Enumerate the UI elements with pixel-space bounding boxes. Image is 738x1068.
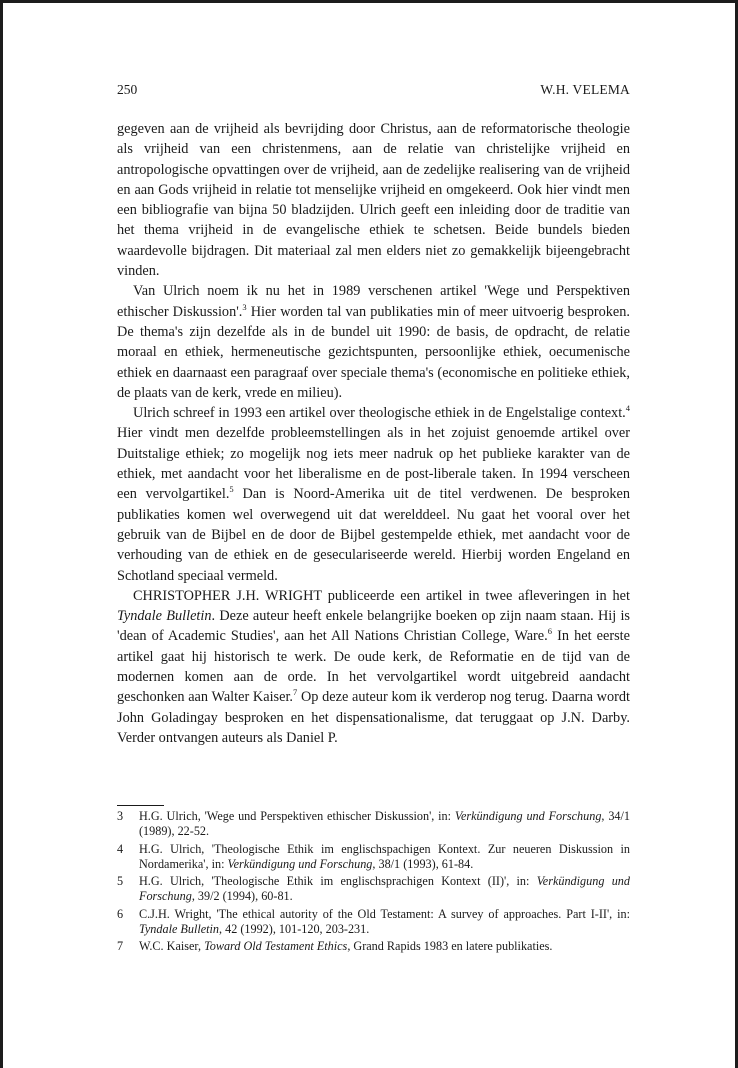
footnote-text: H.G. Ulrich, 'Theologische Ethik im englischsprachigen Kontext (II)', in: Verkündigung und Forschung, 39/2 (1994), 60-81. [139,874,630,904]
footnote-ref-4[interactable]: 4 [625,403,630,414]
paragraph-2: Van Ulrich noem ik nu het in 1989 verschenen artikel 'Wege und Perspektiven ethischer Diskussion'.$^3$ Hier worden tal van publikaties min of meer uitvoerig besproken. De thema's zijn dezelfde als in de bundel uit 1990: de basis, de opdracht, de relatie moraal en ethiek, hermeneutische gezichtspunten, persoonlijke ethiek, oecumenische ethiek en daarnaast een paragraaf over speciale thema's (economische en politieke ethiek, de plaats van de kerk, vrede en milieu). [117,283,630,401]
paragraph-1: gegeven aan de vrijheid als bevrijding door Christus, aan de reformatorische theologie als vrijheid van een christenmens, aan de relatie van christelijke vrijheid en antropologische opvattingen over de vrijheid, aan de zedelijke realisering van de vrijheid en aan Gods vrijheid in relatie tot menselijke vrijheid en omgekeerd. Ook hier vindt men een bibliografie van bijna 50 bladzijden. Ulrich geeft een inleiding door de traditie van het thema vrijheid in de evangelische ethiek te schetsen. Beide bundels bieden waardevolle bijdragen. Dit materiaal zal men elders niet zo gemakkelijk bijeengebracht vinden. [117,121,630,280]
paragraph-3: Ulrich schreef in 1993 een artikel over theologische ethiek in de Engelstalige context.$^4$ Hier vindt men dezelfde probleemstellingen als in het zojuist genoemde artikel over Duitstalige ethiek; zo mogelijk nog iets meer nadruk op het publieke karakter van de ethiek, met aandacht voor het liberalisme en de post-liberale taken. In 1994 verscheen een vervolgartikel.$^5$ Dan is Noord-Amerika uit de titel verdwenen. De besproken publikaties komen wel overwegend uit dat werelddeel. Nu gaat het vooral over het gebruik van de Bijbel en de door de Bijbel gestempelde ethiek, met aandacht voor de verhouding van de ethiek en de geseculariseerde wereld. Hierbij worden Engeland en Schotland speciaal vermeld. [117,403,630,584]
footnote [117,874,630,904]
footnote-number: 3 [117,809,124,823]
footnote-ref-3[interactable]: 3 [242,301,247,312]
footnote [117,809,630,839]
footnote-text: H.G. Ulrich, 'Theologische Ethik im englischspachigen Kontext. Zur neueren Diskussion in Nordamerika', in: Verkündigung und Forschung, 38/1 (1993), 61-84. [139,841,630,871]
footnote-number: 6 [117,906,124,921]
footnotes [117,809,630,957]
footnote [117,907,630,937]
journal-title: Tyndale Bulletin [117,608,212,625]
footnote-text: C.J.H. Wright, 'The ethical autority of the Old Testament: A survey of approaches. Part I-II', in: Tyndale Bulletin, 42 (1992), 101-120, 203-231. [139,906,630,936]
running-head-author: W.H. VELEMA [540,82,630,97]
footnote-text: H.G. Ulrich, 'Wege und Perspektiven ethischer Diskussion', in: Verkündigung und Forschung, 34/1 (1989), 22-52. [139,809,630,839]
page-number: 250 [117,82,138,97]
footnote-rule [117,805,164,806]
footnote-number: 5 [117,874,124,889]
footnote [117,842,630,872]
footnote-ref-5[interactable]: 5 [229,484,234,495]
footnote-text: W.C. Kaiser, Toward Old Testament Ethics, Grand Rapids 1983 en latere publikaties. [139,939,553,954]
footnote-number: 4 [117,841,124,856]
footnote-ref-7[interactable]: 7 [293,687,298,698]
paragraph-4: CHRISTOPHER J.H. WRIGHT publiceerde een artikel in twee afleveringen in het Tyndale Bulletin. Deze auteur heeft enkele belangrijke boeken op zijn naam staan. Hij is 'dean of Academic Studies', aan het All Nations Christian College, Ware.$^6$ In het eerste artikel gaat hij historisch te werk. De oude kerk, de Reformatie en de tijd van de modernen komen aan de orde. In het vervolgartikel wordt uitgebreid aandacht geschonken aan Walter Kaiser.$^7$ Op deze auteur kom ik verderop nog terug. Daarna wordt John Goladingay besproken en het dispensationalisme, dat teruggaat op J.N. Darby. Verder ontvangen auteurs als Daniel P. [117,587,630,746]
footnote [117,939,630,954]
body-text [117,119,630,748]
footnote-ref-6[interactable]: 6 [547,626,552,637]
footnote-number: 7 [117,939,124,954]
